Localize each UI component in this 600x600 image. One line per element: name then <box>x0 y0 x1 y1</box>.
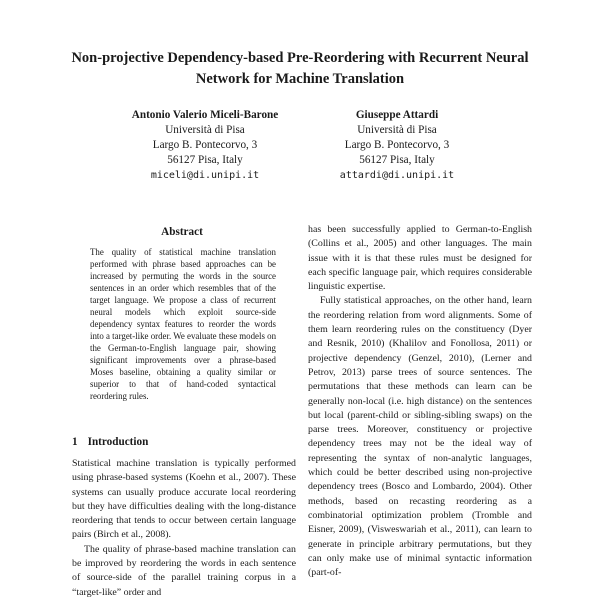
author-name: Giuseppe Attardi <box>355 109 439 121</box>
section-title: Introduction <box>87 436 149 448</box>
author-city: 56127 Pisa, Italy <box>167 154 243 166</box>
paragraph: The quality of phrase-based machine translation can be improved by reordering the words in each sentence of source-side of the parallel training corpus in a “target-like” order and <box>72 543 296 598</box>
author-block-2 <box>287 108 507 183</box>
right-column-body <box>308 223 532 580</box>
paragraph: has been successfully applied to German-to-English (Collins et al., 2005) and other languages. The main issue with it is that these rules must be designed for each specific language pair, which requires considerable linguistic expertise. <box>308 224 532 293</box>
left-column-body <box>72 457 296 600</box>
author-email: attardi@di.unipi.it <box>339 170 455 181</box>
section-heading <box>72 436 148 448</box>
paragraph: Statistical machine translation is typically performed using phrase-based systems (Koehn et al., 2007). These systems can usually produce accurate local reordering but they have difficulties dealing with the long-distance reordering that tends to occur between certain language pairs (Birch et al., 2008). <box>72 458 296 541</box>
author-affiliation: Università di Pisa <box>165 124 245 136</box>
author-address: Largo B. Pontecorvo, 3 <box>152 139 258 151</box>
author-block-1 <box>95 108 315 183</box>
abstract-heading: Abstract <box>161 226 203 238</box>
abstract-text: The quality of statistical machine translation performed with phrase based approaches can be increased by permuting the words in the source sentences in an order which resembles that of the target language. We propose a class of recurrent neural models which exploit source-side dependency syntax features to reorder the words into a target-like order. We evaluate these models on the German-to-English language pair, showing significant improvements over a phrase-based Moses baseline, obtaining a quality similar or superior to that of hand-coded syntactical reordering rules. <box>90 247 277 401</box>
author-address: Largo B. Pontecorvo, 3 <box>344 139 450 151</box>
author-city: 56127 Pisa, Italy <box>359 154 435 166</box>
section-number: 1 <box>72 436 78 448</box>
author-email: miceli@di.unipi.it <box>150 170 260 181</box>
paragraph: Fully statistical approaches, on the other hand, learn the reordering relation from word alignments. Some of them learn reordering rules on the constituency (Dyer and Resnik, 2010) (Khalilov and Fonollosa, 2011) or projective dependency (Genzel, 2010), (Lerner and Petrov, 2013) parse trees of source sentences. The permutations that these methods can learn can be generally non-local (i.e. high distance) on the sentences but local (parent-child or sibling-sibling swaps) on the parse trees. Moreover, constituency or projective dependency trees may not be the ideal way of representing the syntax of non-analytic languages, which could be better described using non-projective dependency trees (Bosco and Lombardo, 2004). Other methods, based on recasting reordering as a combinatorial optimization problem (Tromble and Eisner, 2009), (Visweswariah et al., 2011), can learn to generate in principle arbitrary permutations, but they can only make use of minimal syntactic information (part-of- <box>308 295 532 579</box>
paper-title: Non-projective Dependency-based Pre-Reordering with Recurrent Neural Network for Machine Translation <box>71 50 529 87</box>
author-affiliation: Università di Pisa <box>357 124 437 136</box>
author-name: Antonio Valerio Miceli-Barone <box>131 109 279 121</box>
